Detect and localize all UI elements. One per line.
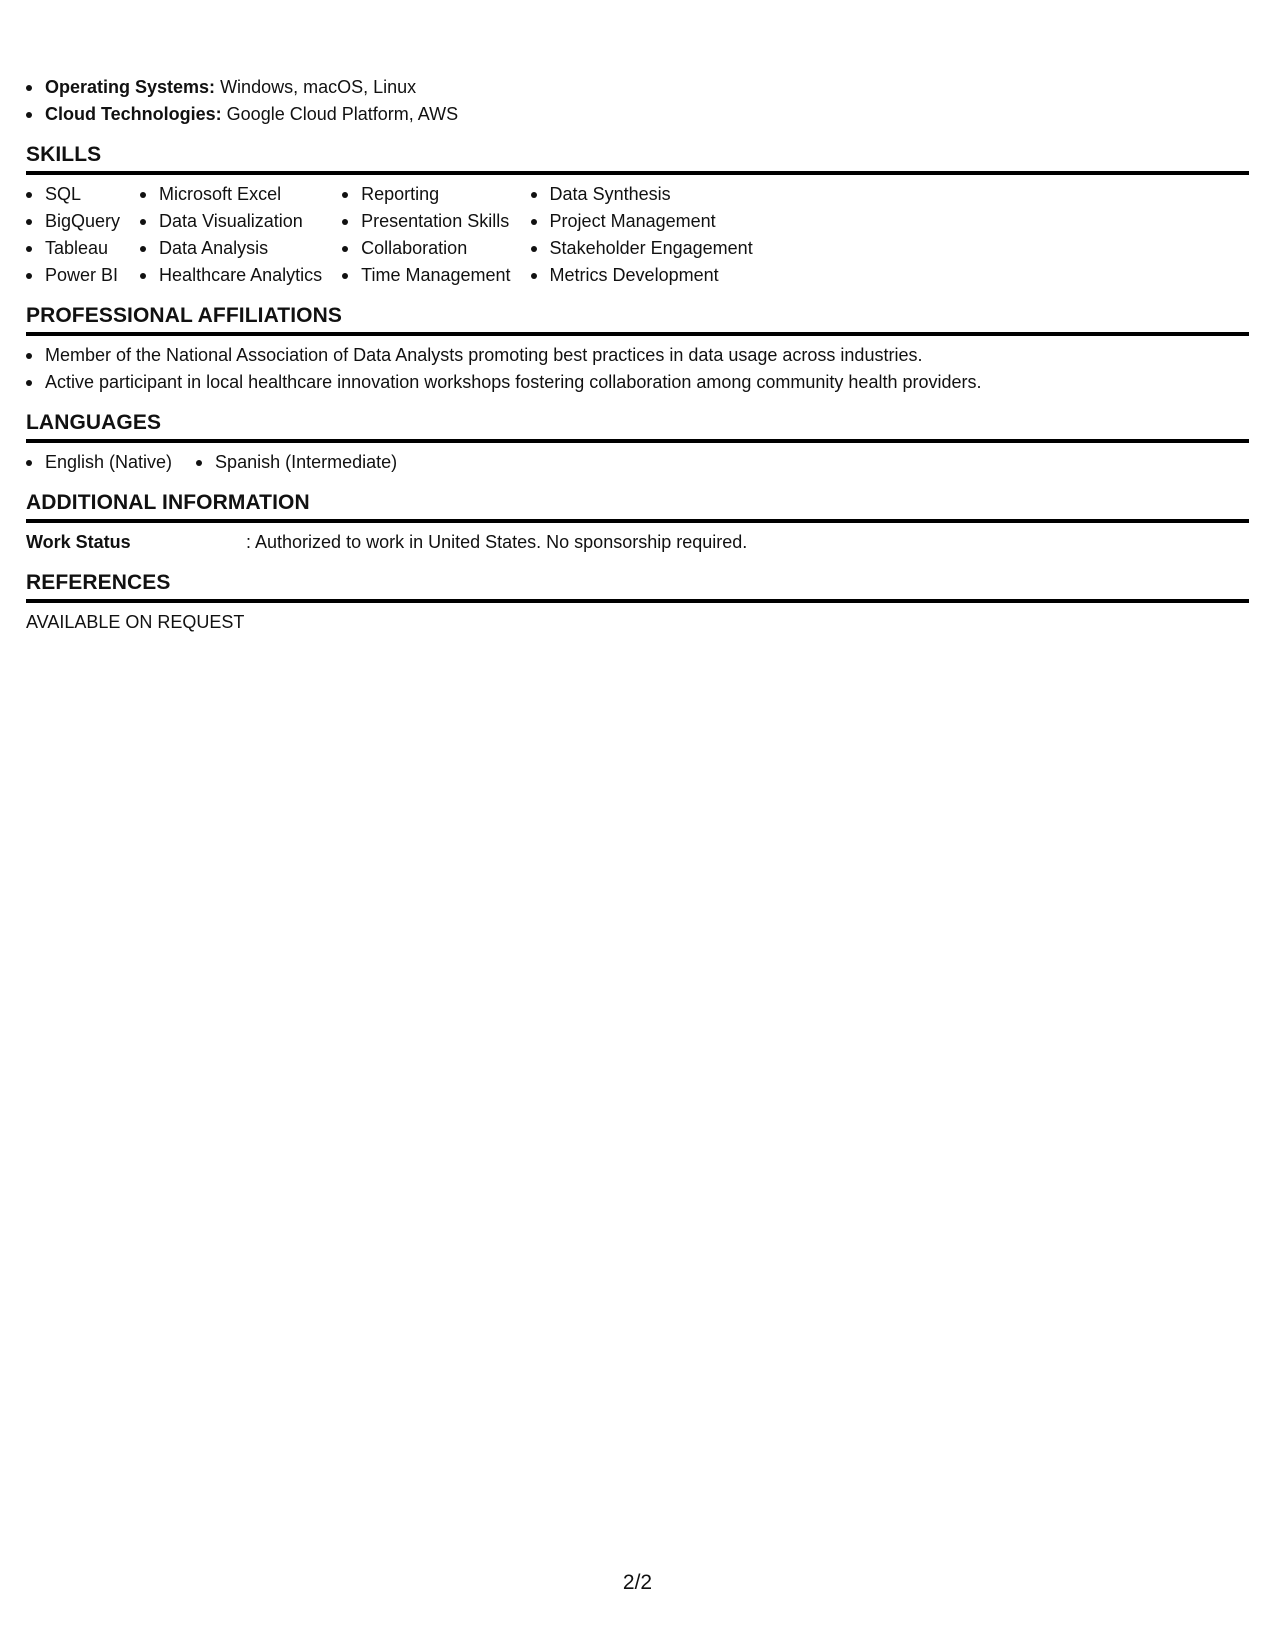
list-item	[26, 101, 1249, 128]
list-item: Power BI	[26, 262, 120, 289]
list-item: Microsoft Excel	[140, 181, 322, 208]
list-item: Member of the National Association of Data Analysts promoting best practices in data usage across industries.	[26, 342, 1249, 369]
list-item: Data Synthesis	[531, 181, 753, 208]
list-item: Metrics Development	[531, 262, 753, 289]
section-title: REFERENCES	[26, 569, 1249, 603]
list-item: Data Analysis	[140, 235, 322, 262]
list-item: Collaboration	[342, 235, 510, 262]
section-title: LANGUAGES	[26, 409, 1249, 443]
list-item	[26, 74, 1249, 101]
section-title: SKILLS	[26, 141, 1249, 175]
work-status-value: : Authorized to work in United States. No sponsorship required.	[246, 532, 748, 552]
list-item: Spanish (Intermediate)	[196, 449, 397, 476]
skills-grid	[26, 181, 1249, 289]
list-item: Tableau	[26, 235, 120, 262]
skills-column	[26, 181, 120, 289]
tech-value: Windows, macOS, Linux	[215, 77, 417, 97]
list-item: Active participant in local healthcare innovation workshops fostering collaboration among community health providers.	[26, 369, 1249, 396]
list-item: Data Visualization	[140, 208, 322, 235]
work-status-row	[26, 529, 1249, 556]
list-item: Stakeholder Engagement	[531, 235, 753, 262]
resume-page	[26, 74, 1249, 636]
skills-column	[342, 181, 510, 289]
tech-label: Operating Systems:	[45, 77, 216, 97]
languages-section	[26, 409, 1249, 476]
list-item: Healthcare Analytics	[140, 262, 322, 289]
references-section	[26, 569, 1249, 636]
tech-value: Google Cloud Platform, AWS	[221, 104, 459, 124]
additional-section	[26, 489, 1249, 556]
list-item: Time Management	[342, 262, 510, 289]
page-number: 2/2	[622, 1571, 653, 1594]
section-title: ADDITIONAL INFORMATION	[26, 489, 1249, 523]
list-item: Project Management	[531, 208, 753, 235]
affiliations-section	[26, 302, 1249, 396]
references-text: AVAILABLE ON REQUEST	[26, 612, 245, 632]
skills-section	[26, 141, 1249, 289]
list-item: SQL	[26, 181, 120, 208]
affiliations-list	[26, 342, 1249, 396]
list-item: BigQuery	[26, 208, 120, 235]
tech-list	[26, 74, 1249, 128]
skills-column	[531, 181, 753, 289]
list-item: Reporting	[342, 181, 510, 208]
languages-list	[26, 449, 1249, 476]
list-item: English (Native)	[26, 449, 172, 476]
tech-label: Cloud Technologies:	[45, 104, 222, 124]
section-title: PROFESSIONAL AFFILIATIONS	[26, 302, 1249, 336]
skills-column	[140, 181, 322, 289]
list-item: Presentation Skills	[342, 208, 510, 235]
work-status-label: Work Status	[26, 532, 131, 552]
